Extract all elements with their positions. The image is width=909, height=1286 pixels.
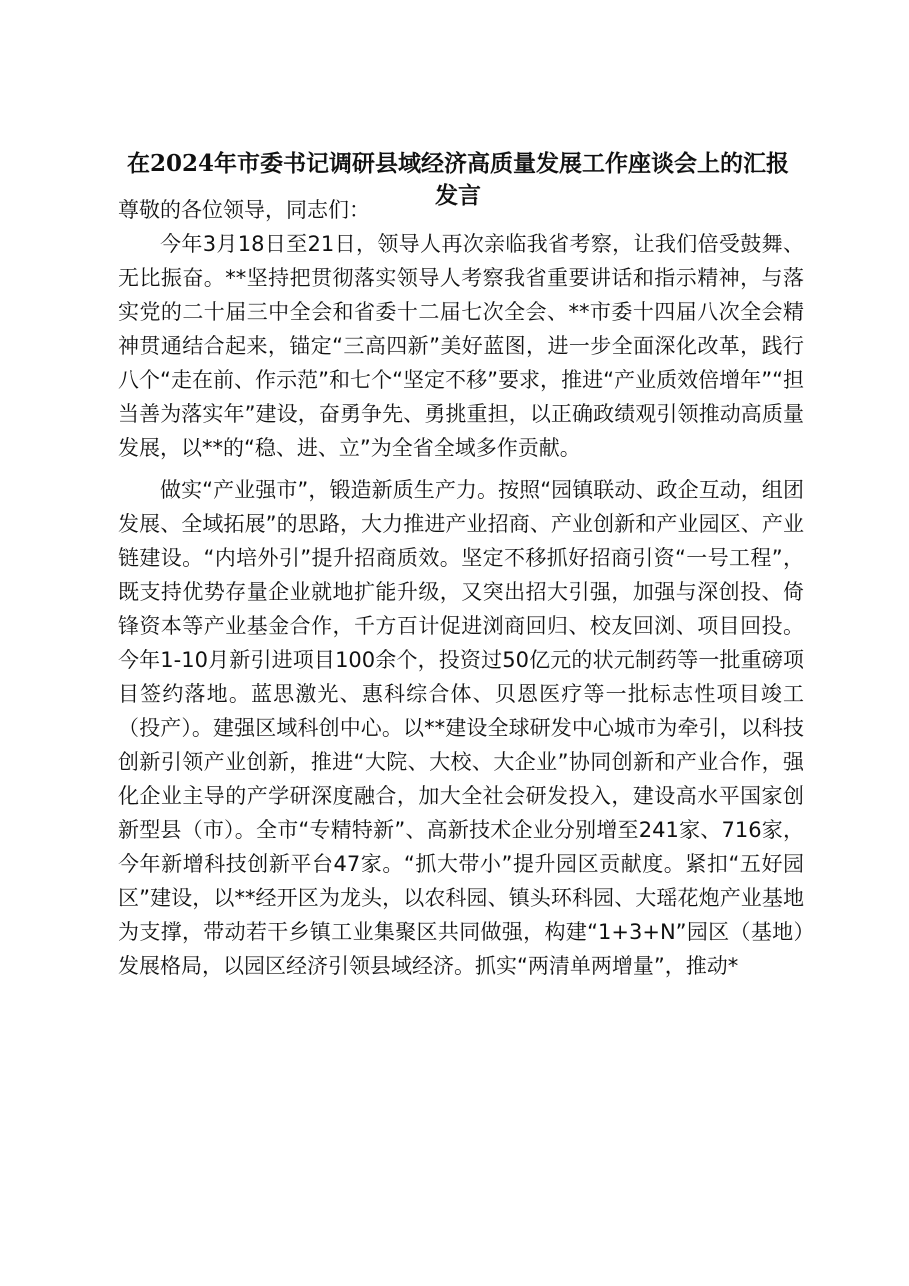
- paragraph: 做实“产业强市”，锻造新质生产力。按照“园镇联动、政企互动，组团发展、全域拓展”的思路，大力推进产业招商、产业创新和产业园区、产业链建设。“内培外引”提升招商质效。坚定不移抓好招商引资“一号工程”，既支持优势存量企业就地扩能升级，又突出招大引强，加强与深创投、倚锋资本等产业基金合作，千方百计促进浏商回归、校友回浏、项目回投。今年1-10月新引进项目100余个，投资过50亿元的状元制药等一批重磅项目签约落地。蓝思激光、惠科综合体、贝恩医疗等一批标志性项目竣工（投产）。建强区域科创中心。以**建设全球研发中心城市为牵引，以科技创新引领产业创新，推进“大院、大校、大企业”协同创新和产业合作，强化企业主导的产学研深度融合，加大全社会研发投入，建设高水平国家创新型县（市）。全市“专精特新”、高新技术企业分别增至241家、716家，今年新增科技创新平台47家。“抓大带小”提升园区贡献度。紧扣“五好园区”建设，以**经开区为龙头，以农科园、镇头环科园、大瑶花炮产业基地为支撑，带动若干乡镇工业集聚区共同做强，构建“1+3+N”园区（基地）发展格局，以园区经济引领县域经济。抓实“两清单两增量”，推动*: [118, 478, 804, 978]
- document-body: [118, 227, 804, 983]
- document-title: 在2024年市委书记调研县域经济高质量发展工作座谈会上的汇报发言: [126, 150, 789, 209]
- paragraph: 今年3月18日至21日，领导人再次亲临我省考察，让我们倍受鼓舞、无比振奋。**坚持把贯彻落实领导人考察我省重要讲话和指示精神，与落实党的二十届三中全会和省委十二届七次全会、**市委十四届八次全会精神贯通结合起来，锚定“三高四新”美好蓝图，进一步全面深化改革，践行八个“走在前、作示范”和七个“坚定不移”要求，推进“产业质效倍增年”“担当善为落实年”建设，奋勇争先、勇挑重担，以正确政绩观引领推动高质量发展，以**的“稳、进、立”为全省全域多作贡献。: [118, 232, 804, 460]
- salutation: 尊敬的各位领导，同志们：: [118, 198, 370, 222]
